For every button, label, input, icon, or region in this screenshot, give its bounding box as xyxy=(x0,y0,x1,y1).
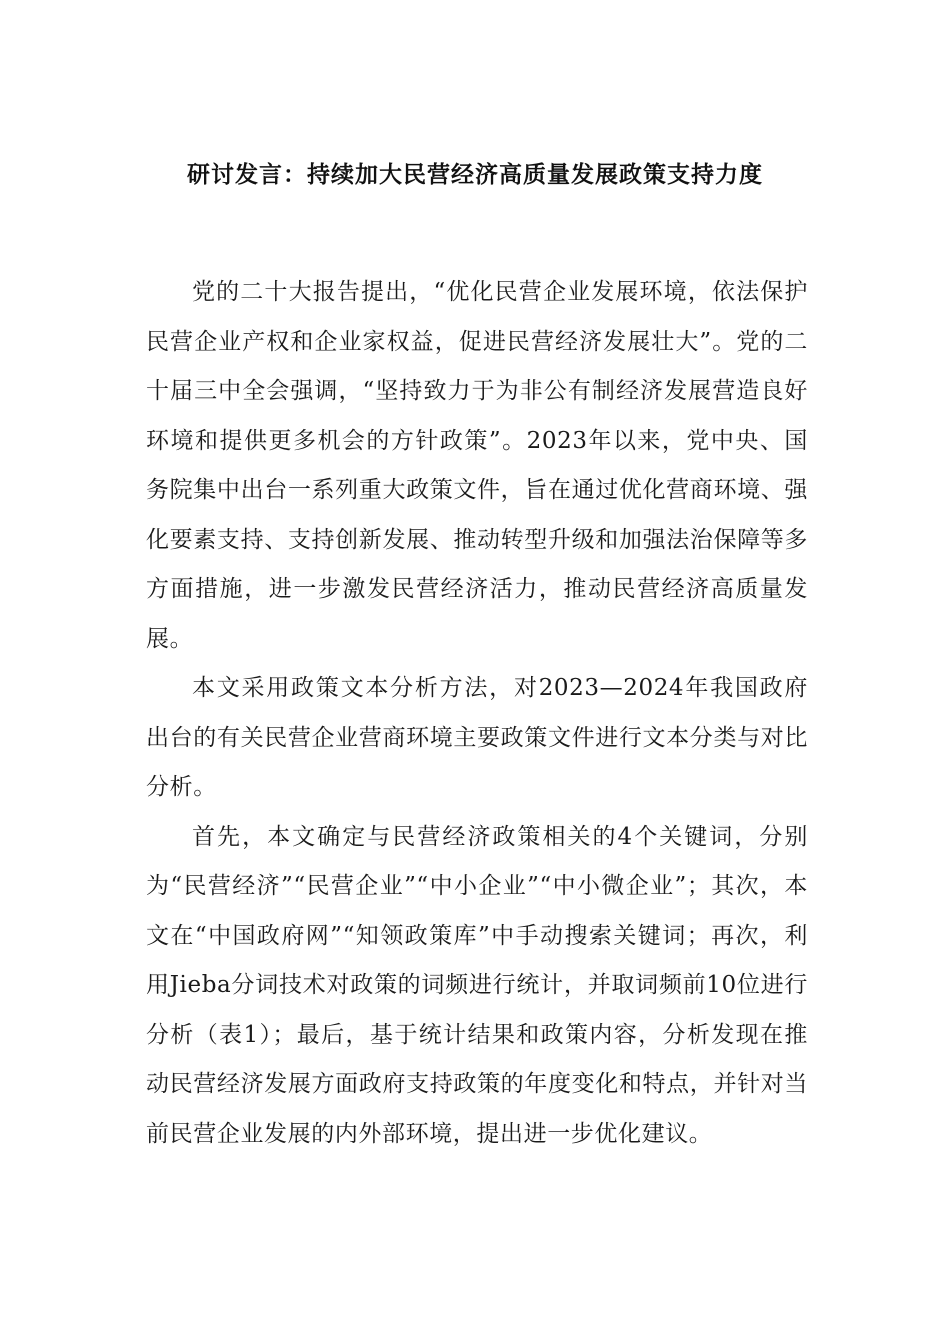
paragraph-steps: 首先，本文确定与民营经济政策相关的4个关键词，分别为“民营经济”“民营企业”“中小企业”“中小微企业”；其次，本文在“中国政府网”“知领政策库”中手动搜索关键词；再次，利用Jieba分词技术对政策的词频进行统计，并取词频前10位进行分析（表1）；最后，基于统计结果和政策内容，分析发现在推动民营经济发展方面政府支持政策的年度变化和特点，并针对当前民营企业发展的内外部环境，提出进一步优化建议。 xyxy=(146,823,808,1147)
paragraph-intro: 党的二十大报告提出，“优化民营企业发展环境，依法保护民营企业产权和企业家权益，促进民营经济发展壮大”。党的二十届三中全会强调，“坚持致力于为非公有制经济发展营造良好环境和提供更多机会的方针政策”。2023年以来，党中央、国务院集中出台一系列重大政策文件，旨在通过优化营商环境、强化要素支持、支持创新发展、推动转型升级和加强法治保障等多方面措施，进一步激发民营经济活力，推动民营经济高质量发展。 xyxy=(146,279,808,652)
document-title: 研讨发言：持续加大民营经济高质量发展政策支持力度 xyxy=(187,162,763,188)
document-body xyxy=(146,268,808,1159)
paragraph-method: 本文采用政策文本分析方法，对2023—2024年我国政府出台的有关民营企业营商环境主要政策文件进行文本分类与对比分析。 xyxy=(146,675,808,800)
